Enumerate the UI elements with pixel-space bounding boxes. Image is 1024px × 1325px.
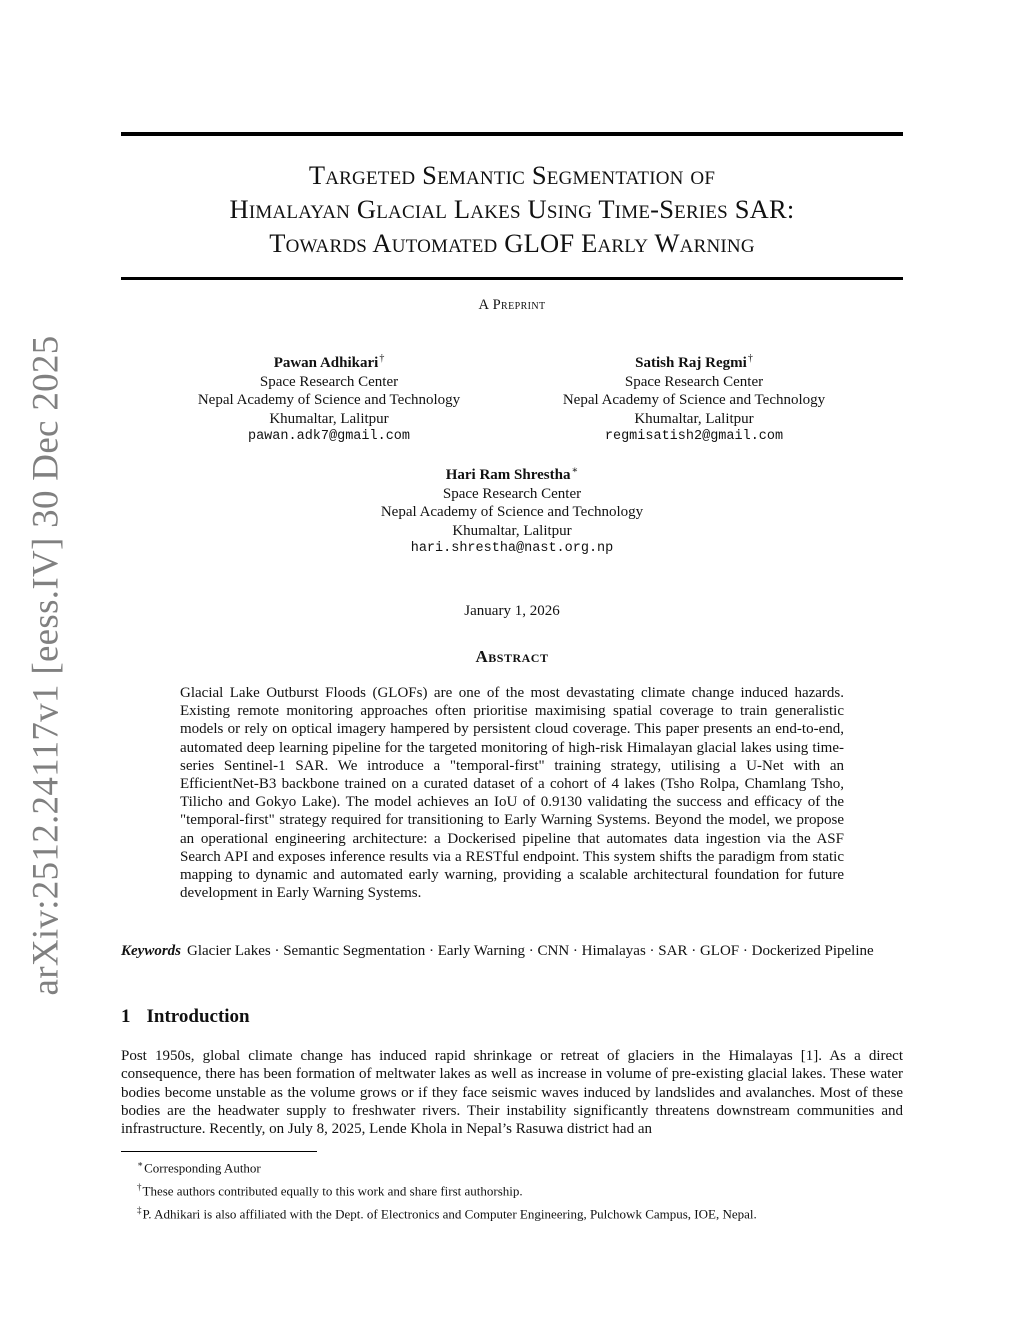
author-institution: Nepal Academy of Science and Technology [380, 504, 644, 520]
author-block-3 [352, 462, 672, 559]
preprint-label: A Preprint [478, 297, 546, 313]
author-affiliation: Space Research Center [442, 485, 582, 502]
author-location: Khumaltar, Lalitpur [634, 410, 754, 427]
title-line-3: Towards Automated GLOF Early Warning [269, 228, 755, 258]
author-affiliation: Space Research Center [624, 373, 764, 390]
abstract-text: Glacial Lake Outburst Floods (GLOFs) are one of the most devastating climate change induced hazards. Existing remote monitoring approaches often prioritise maximising spatial coverage to train generalistic models or rely on optical imagery hampered by persistent cloud coverage. This paper presents an end-to-end, automated deep learning pipeline for the targeted monitoring of high-risk Himalayan glacial lakes using time-series Sentinel-1 SAR. We introduce a "temporal-first" training strategy, utilising a U-Net with an EfficientNet-B3 backbone trained on a curated dataset of a cohort of 4 lakes (Tsho Rolpa, Chamlang Tsho, Tilicho and Gokyo Lake). The model achieves an IoU of 0.9130 validating the success and efficacy of the "temporal-first" strategy required for transitioning to Early Warning Systems. Beyond the model, we propose an operational engineering architecture: a Dockerised pipeline that automates data ingestion via the ASF Search API and exposes inference results via a RESTful endpoint. This system shifts the paradigm from static mapping to dynamic and automated early warning, providing a scalable architectural foundation for future development in Early Warning Systems. [180, 685, 844, 902]
footnote: ∗Corresponding Author [137, 1159, 261, 1176]
title-line-2: Himalayan Glacial Lakes Using Time-Series SAR: [229, 194, 795, 224]
author-mark: † [379, 353, 385, 364]
footnote-mark: † [137, 1181, 142, 1192]
section-heading [121, 1006, 250, 1028]
title-top-rule [121, 132, 903, 136]
keywords-label: Keywords [121, 943, 181, 959]
author-email[interactable]: regmisatish2@gmail.com [604, 429, 784, 444]
introduction-paragraph: Post 1950s, global climate change has induced rapid shrinkage or retreat of glaciers in the Himalayas [1]. As a direct consequence, there has been formation of meltwater lakes as well as increase in volume of pre-existing glacial lakes. These water bodies become unstable as the volume grows or if they face seismic waves induced by landslides and avalanches. Most of these bodies are the headwater supply to freshwater rivers. Their instability significantly threatens downstream communities and infrastructure. Recently, on July 8, 2025, Lende Khola in Nepal’s Rasuwa district had an [121, 1048, 903, 1138]
footnote: †These authors contributed equally to this work and share first authorship. [137, 1181, 523, 1199]
author-block-1 [170, 350, 488, 447]
keywords-line [121, 942, 903, 961]
arxiv-identifier: arXiv:2512.24117v1 [eess.IV] 30 Dec 2025 [25, 334, 67, 996]
footnote: ‡P. Adhikari is also affiliated with the Dept. of Electronics and Computer Engineering, Pulchowk Campus, IOE, Nepal. [137, 1204, 757, 1221]
author-name: Satish Raj Regmi† [635, 353, 753, 371]
author-institution: Nepal Academy of Science and Technology [562, 392, 826, 408]
footnote-mark: ‡ [137, 1204, 142, 1215]
author-location: Khumaltar, Lalitpur [452, 522, 572, 539]
author-affiliation: Space Research Center [259, 373, 399, 390]
section-title: Introduction [146, 1006, 250, 1027]
author-institution: Nepal Academy of Science and Technology [197, 392, 461, 408]
footnotes [121, 1155, 903, 1223]
arxiv-side-stamp [6, 334, 86, 996]
keywords-text: Glacier Lakes · Semantic Segmentation · Early Warning · CNN · Himalayas · SAR · GLOF · Dockerized Pipeline [187, 943, 874, 959]
author-block-2 [535, 350, 853, 447]
author-email[interactable]: hari.shrestha@nast.org.np [410, 541, 614, 556]
author-mark: ∗ [571, 465, 579, 476]
author-mark: † [747, 353, 753, 364]
author-name: Hari Ram Shrestha∗ [445, 465, 579, 483]
footnote-mark: ∗ [137, 1159, 144, 1169]
title-bottom-rule [121, 277, 903, 280]
title-line-1: Targeted Semantic Segmentation of [308, 160, 716, 190]
publication-date: January 1, 2026 [464, 603, 560, 619]
author-name: Pawan Adhikari† [273, 353, 385, 371]
section-number: 1 [121, 1006, 131, 1027]
paper-title [121, 158, 903, 260]
abstract-heading: Abstract [475, 647, 549, 666]
footnote-divider [121, 1151, 317, 1152]
author-location: Khumaltar, Lalitpur [269, 410, 389, 427]
author-email[interactable]: pawan.adk7@gmail.com [247, 429, 411, 444]
